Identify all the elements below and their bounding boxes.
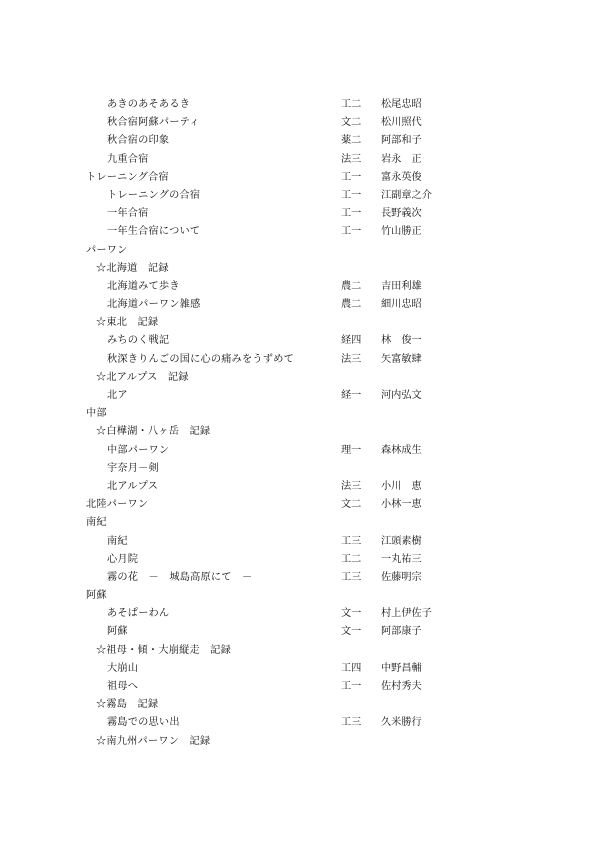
- toc-entry: [0, 114, 600, 132]
- toc-author: 阿部和子: [381, 135, 422, 147]
- toc-entry: [0, 660, 600, 678]
- toc-entry: [0, 351, 600, 369]
- toc-department: 工一: [341, 681, 362, 692]
- toc-title: 秋合宿阿蘇パーティ: [107, 117, 200, 129]
- toc-author: 竹山勝正: [381, 226, 422, 238]
- toc-author: 江副章之介: [381, 189, 432, 201]
- toc-title: 阿蘇: [107, 626, 128, 638]
- toc-entry: [0, 551, 600, 569]
- toc-entry: [0, 387, 600, 405]
- toc-title: 祖母へ: [107, 681, 139, 692]
- toc-author: 河内弘文: [381, 390, 422, 401]
- toc-entry: [0, 205, 600, 223]
- toc-title: 一年生合宿について: [107, 226, 201, 238]
- toc-title: あきのあそあるき: [107, 99, 191, 110]
- toc-author: 佐村秀夫: [381, 681, 422, 692]
- toc-entry: [0, 478, 600, 496]
- toc-author: 細川忠昭: [381, 299, 422, 311]
- toc-entry: [0, 623, 600, 641]
- toc-author: 阿部康子: [381, 626, 422, 638]
- toc-department: 法三: [341, 353, 362, 365]
- toc-title: 宇奈月－剣: [107, 462, 159, 474]
- toc-department: 法三: [341, 153, 362, 165]
- toc-author: 松尾忠昭: [381, 99, 422, 110]
- toc-entry: [0, 332, 600, 350]
- toc-entry: [0, 223, 600, 241]
- toc-title: パーワン: [86, 244, 128, 256]
- toc-entry: [0, 151, 600, 169]
- toc-entry: [0, 714, 600, 732]
- toc-department: 経一: [341, 390, 362, 401]
- toc-author: 林 俊一: [381, 335, 422, 347]
- toc-title: ☆霧島 記録: [96, 699, 159, 711]
- toc-title: あそぱーわん: [107, 608, 170, 620]
- toc-subsection-heading: [0, 642, 600, 660]
- toc-title: 心月院: [107, 553, 139, 565]
- toc-department: 農二: [341, 299, 362, 311]
- toc-subsection-heading: [0, 314, 600, 332]
- toc-department: 文二: [341, 499, 362, 511]
- toc-entry: [0, 96, 600, 114]
- toc-section-heading: [0, 514, 600, 532]
- toc-subsection-heading: [0, 369, 600, 387]
- toc-department: 工四: [341, 662, 362, 674]
- toc-department: 工一: [341, 171, 362, 183]
- toc-subsection-heading: [0, 260, 600, 278]
- toc-department: 文二: [341, 117, 362, 129]
- toc-author: 久米勝行: [381, 717, 422, 729]
- toc-section-heading: [0, 496, 600, 514]
- table-of-contents: [0, 96, 600, 751]
- toc-title: 一年合宿: [107, 208, 149, 220]
- toc-department: 工一: [341, 208, 362, 220]
- toc-title: 阿蘇: [86, 590, 107, 602]
- toc-department: 工二: [341, 99, 362, 110]
- toc-title: 中部パーワン: [107, 444, 170, 456]
- toc-department: 薬二: [341, 135, 362, 147]
- toc-author: 江頭素樹: [381, 535, 422, 547]
- toc-author: 森林成生: [381, 444, 422, 456]
- toc-section-heading: [0, 405, 600, 423]
- toc-author: 松川照代: [381, 117, 422, 129]
- toc-subsection-heading: [0, 696, 600, 714]
- toc-title: 南紀: [86, 517, 107, 529]
- toc-entry: [0, 533, 600, 551]
- toc-section-heading: [0, 242, 600, 260]
- toc-author: 佐藤明宗: [381, 571, 422, 583]
- toc-author: 吉田利雄: [381, 280, 422, 292]
- toc-title: ☆東北 記録: [96, 317, 159, 329]
- toc-title: 北アルプス: [107, 480, 159, 492]
- toc-title: みちのく戦記: [107, 335, 170, 347]
- toc-title: ☆南九州パーワン 記録: [96, 735, 211, 747]
- toc-title: ☆北アルプス 記録: [96, 371, 189, 383]
- toc-title: 北海道みて歩き: [107, 280, 180, 292]
- toc-department: 経四: [341, 335, 362, 347]
- toc-title: 霧の花 － 城島高原にて －: [107, 571, 253, 583]
- toc-section-heading: [0, 587, 600, 605]
- toc-department: 文一: [341, 608, 362, 620]
- toc-title: 中部: [86, 408, 107, 420]
- toc-title: 北陸パーワン: [86, 499, 149, 511]
- toc-title: トレーニング合宿: [86, 171, 169, 183]
- toc-department: 工三: [341, 717, 362, 729]
- toc-author: 小林一恵: [381, 499, 422, 511]
- toc-author: 小川 恵: [381, 480, 422, 492]
- toc-department: 工二: [341, 553, 362, 565]
- toc-department: 工三: [341, 535, 362, 547]
- toc-title: 秋合宿の印象: [107, 135, 170, 147]
- toc-author: 中野昌輔: [381, 662, 422, 674]
- toc-entry: [0, 132, 600, 150]
- toc-author: 長野義次: [381, 208, 422, 220]
- toc-entry: [0, 442, 600, 460]
- toc-title: ☆白樺湖・八ヶ岳 記録: [96, 426, 211, 438]
- toc-author: 矢富敏肆: [381, 353, 422, 365]
- toc-title: トレーニングの合宿: [107, 189, 201, 201]
- toc-title: 霧島での思い出: [107, 717, 180, 729]
- toc-title: 秋深きりんごの国に心の痛みをうずめて: [107, 353, 294, 365]
- toc-entry: [0, 187, 600, 205]
- toc-entry: [0, 278, 600, 296]
- toc-department: 工一: [341, 226, 362, 238]
- toc-section-heading: [0, 169, 600, 187]
- toc-title: ☆北海道 記録: [96, 262, 169, 274]
- toc-author: 村上伊佐子: [381, 608, 432, 620]
- toc-subsection-heading: [0, 733, 600, 751]
- toc-entry: [0, 678, 600, 696]
- toc-subsection-heading: [0, 423, 600, 441]
- toc-title: 北海道パーワン雑感: [107, 299, 201, 311]
- toc-department: 農二: [341, 280, 362, 292]
- toc-entry: [0, 460, 600, 478]
- toc-title: 大崩山: [107, 662, 139, 674]
- toc-title: 南紀: [107, 535, 128, 547]
- toc-department: 文一: [341, 626, 362, 638]
- toc-author: 富永英俊: [381, 171, 422, 183]
- toc-department: 法三: [341, 480, 362, 492]
- toc-entry: [0, 605, 600, 623]
- toc-department: 工一: [341, 189, 362, 201]
- toc-title: ☆祖母・傾・大崩縦走 記録: [96, 644, 232, 656]
- toc-author: 岩永 正: [381, 153, 422, 165]
- toc-author: 一丸祐三: [381, 553, 422, 565]
- toc-department: 理一: [341, 444, 362, 456]
- toc-entry: [0, 569, 600, 587]
- toc-entry: [0, 296, 600, 314]
- toc-department: 工三: [341, 571, 362, 583]
- toc-title: 北ア: [107, 390, 128, 401]
- toc-title: 九重合宿: [107, 153, 149, 165]
